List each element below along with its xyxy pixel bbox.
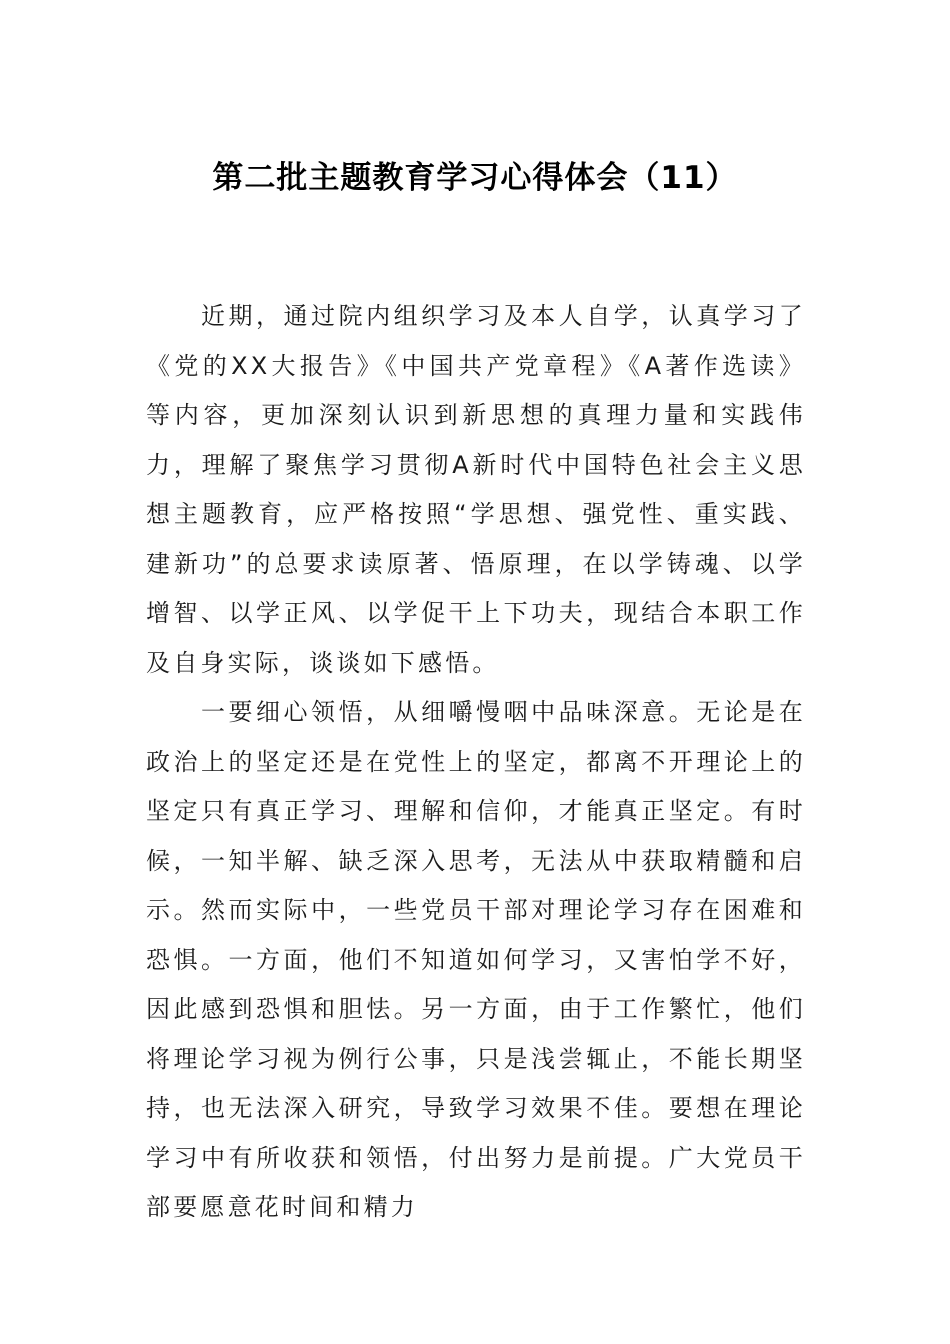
document-body [146,292,806,1233]
paragraph-intro: 近期，通过院内组织学习及本人自学，认真学习了《党的XX大报告》《中国共产党章程》《A著作选读》等内容，更加深刻认识到新思想的真理力量和实践伟力，理解了聚焦学习贯彻A新时代中国特色社会主义思想主题教育，应严格按照“学思想、强党性、重实践、建新功”的总要求读原著、悟原理，在以学铸魂、以学增智、以学正风、以学促干上下功夫，现结合本职工作及自身实际，谈谈如下感悟。 [146,302,806,677]
paragraph-point-one: 一要细心领悟，从细嚼慢咽中品味深意。无论是在政治上的坚定还是在党性上的坚定，都离不开理论上的坚定只有真正学习、理解和信仰，才能真正坚定。有时候，一知半解、缺乏深入思考，无法从中获取精髓和启示。然而实际中，一些党员干部对理论学习存在困难和恐惧。一方面，他们不知道如何学习，又害怕学不好，因此感到恐惧和胆怯。另一方面，由于工作繁忙，他们将理论学习视为例行公事，只是浅尝辄止，不能长期坚持，也无法深入研究，导致学习效果不佳。要想在理论学习中有所收获和领悟，付出努力是前提。广大党员干部要愿意花时间和精力 [146,698,806,1221]
document-title: 第二批主题教育学习心得体会（11） [212,160,738,196]
